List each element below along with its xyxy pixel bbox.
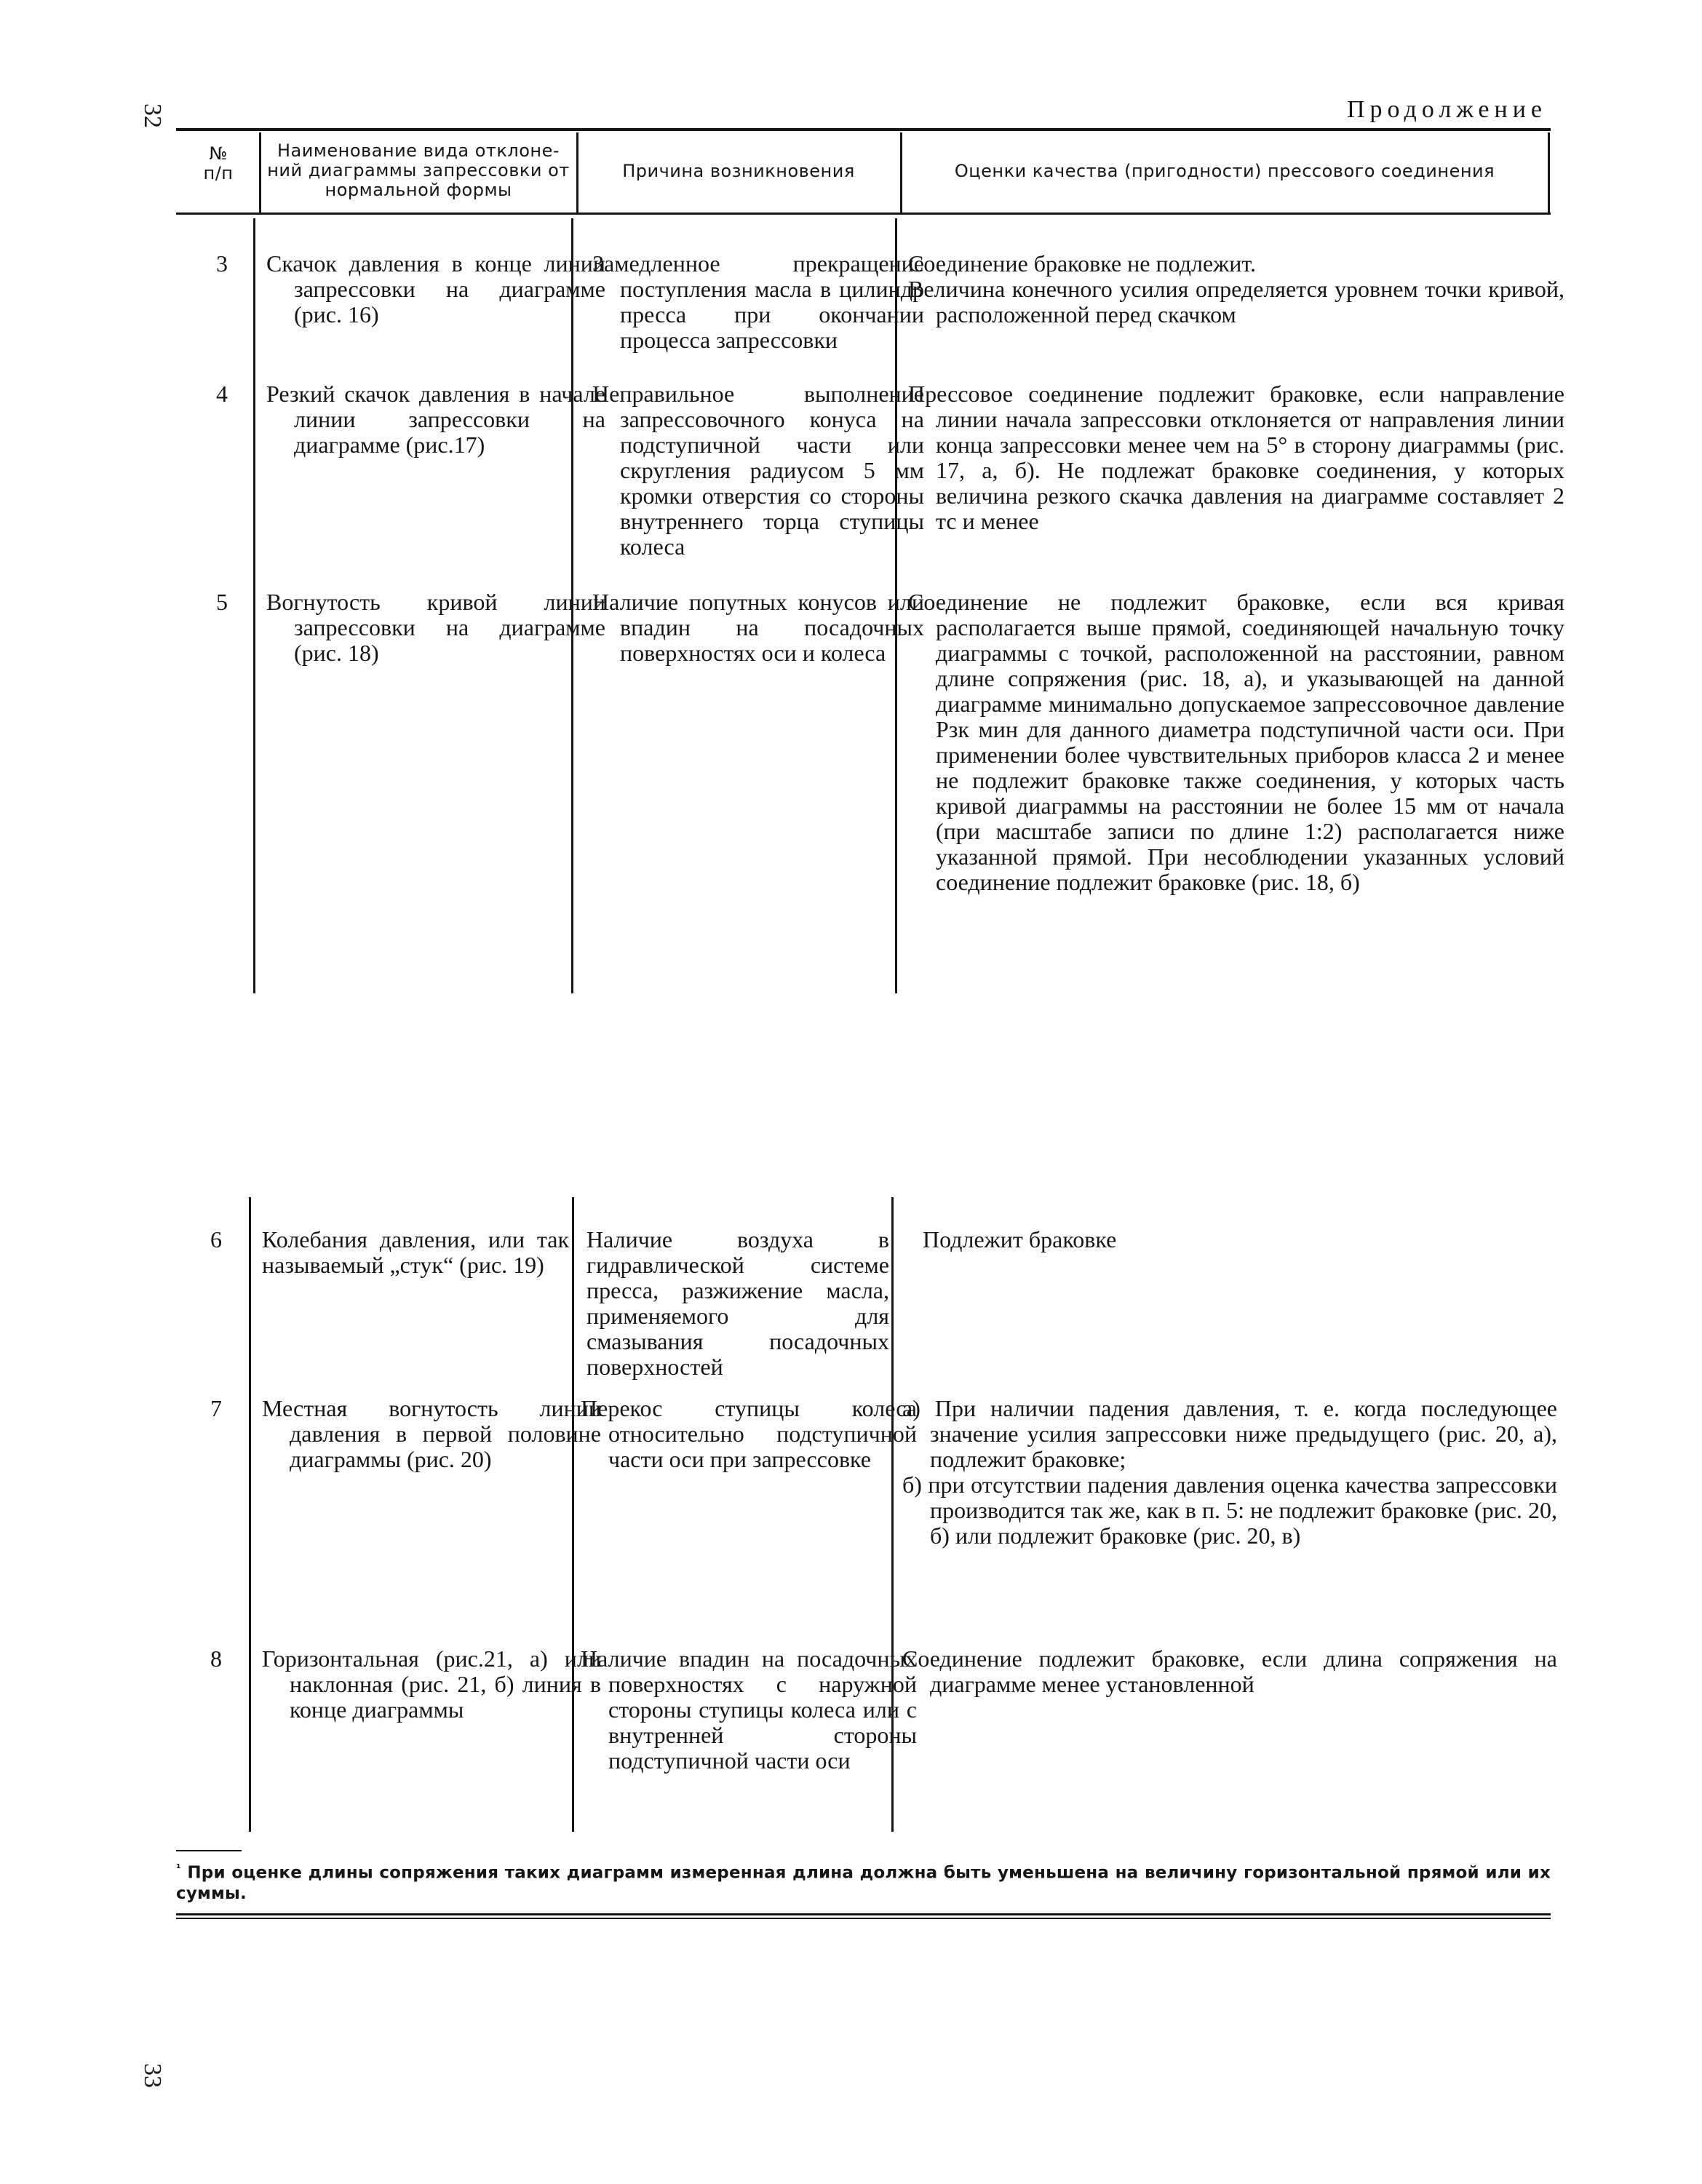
header-rule <box>176 213 1551 215</box>
page-number-bottom: 33 <box>139 2063 166 2088</box>
row-5-cause: Наличие попутных конусов или впадин на посадочных поверхностях оси и колеса <box>592 589 924 666</box>
row-6-cause: Наличие воздуха в гидравлической системе пресса, разжижение масла, применяемого для смазывания посадочных поверхностей <box>586 1226 889 1380</box>
body-divider-2b <box>572 1197 574 1832</box>
row-6-name: Колебания давления, или так называемый „стук“ (рис. 19) <box>262 1226 569 1278</box>
row-6-quality <box>923 1227 1548 1252</box>
row-3-cause: Замедленное прекращение поступления масла в цилиндр пресса при окончании процесса запрессовки <box>592 250 924 353</box>
end-rule-double <box>176 1918 1551 1919</box>
row-3-quality-p1: Соединение браковке не подлежит. <box>908 250 1256 277</box>
row-6-num: 6 <box>210 1226 222 1252</box>
header-divider-1 <box>259 132 261 213</box>
row-3-name: Скачок давления в конце линии запрессовки на диаграмме (рис. 16) <box>266 250 605 327</box>
row-3-quality-p2: Величина конечного усилия определяется уровнем точки кривой, расположенной перед скачком <box>908 276 1564 327</box>
row-5-quality <box>908 589 1564 895</box>
row-8-quality <box>902 1646 1557 1697</box>
row-6-quality-p1: Подлежит браковке <box>923 1226 1117 1252</box>
header-name: Наименование вида отклоне- ний диаграммы запрессовки от нормальной формы <box>267 140 570 200</box>
row-3-num: 3 <box>216 250 228 277</box>
header-cause: Причина возникновения <box>622 161 855 181</box>
header-divider-3 <box>900 132 902 213</box>
body-divider-1b <box>249 1197 251 1832</box>
header-quality: Оценки качества (пригодности) прессового соединения <box>954 161 1495 181</box>
row-7-quality-p1: а) При наличии падения давления, т. е. когда последующее значение усилия запрессовки ниже предыдущего (рис. 20, а), подлежит браковке; <box>902 1395 1557 1472</box>
row-7-name: Местная вогнутость линии давления в первой половине диаграммы (рис. 20) <box>262 1395 601 1472</box>
continuation-label: Продолжение <box>1346 96 1547 123</box>
row-4-cause: Неправильное выполнение запрессовочного конуса на подступичной части или скругления радиусом 5 мм кромки отверстия со стороны внутреннего торца ступицы колеса <box>592 381 924 560</box>
row-7-quality <box>902 1396 1557 1549</box>
row-3-quality <box>908 251 1564 327</box>
row-5-quality-p1: Соединение не подлежит браковке, если вся кривая располагается выше прямой, соединяющей начальную точку диаграммы с точкой, расположенной на расстоянии, равном длине сопряжения (рис. 18, а), и указывающей на данной диаграмме минимально допускаемое запрессовочное давление Pзк мин для данного диаметра подступичной части оси. При применении более чувствительных приборов класса 2 и менее не подлежит браковке также соединения, у которых часть кривой диаграммы на расстоянии не более 15 мм от начала (при масштабе записи по длине 1:2) располагается ниже указанной прямой. При несоблюдении указанных условий соединение подлежит браковке (рис. 18, б) <box>908 589 1564 895</box>
header-divider-4 <box>1548 132 1550 213</box>
row-8-num: 8 <box>210 1645 222 1672</box>
row-8-quality-p1: Соединение подлежит браковке, если длина сопряжения на диаграмме менее установленной <box>902 1645 1557 1697</box>
top-rule <box>176 128 1551 131</box>
row-4-quality <box>908 381 1564 534</box>
body-divider-1a <box>253 218 255 993</box>
row-4-quality-p1: Прессовое соединение подлежит браковке, если направление линии начала запрессовки отклоняется от направления линии конца запрессовки менее чем на 5° в сторону диаграммы (рис. 17, а, б). Не подлежат браковке соединения, у которых величина резкого скачка давления на диаграмме составляет 2 тс и менее <box>908 381 1564 534</box>
row-5-name: Вогнутость кривой линии запрессовки на диаграмме (рис. 18) <box>266 589 605 666</box>
row-8-name: Горизонтальная (рис.21, а) или наклонная (рис. 21, б) линия в конце диаграммы <box>262 1645 601 1723</box>
row-7-quality-p2: б) при отсутствии падения давления оценка качества запрессовки производится так же, как в п. 5: не подлежит браковке (рис. 20, б) или подлежит браковке (рис. 20, в) <box>902 1472 1557 1549</box>
row-5-num: 5 <box>216 589 228 615</box>
footnote <box>176 1858 1551 1904</box>
footnote-mark: ¹ <box>176 1862 181 1875</box>
page-number-top: 32 <box>139 103 166 128</box>
row-4-name: Резкий скачок давления в начале линии запрессовки на диаграмме (рис.17) <box>266 381 605 458</box>
row-7-cause: Перекос ступицы колеса относительно подступичной части оси при запрессовке <box>581 1395 917 1472</box>
end-rule <box>176 1913 1551 1915</box>
row-7-num: 7 <box>210 1395 222 1421</box>
header-divider-2 <box>576 132 578 213</box>
footnote-rule <box>176 1850 242 1851</box>
footnote-text: При оценке длины сопряжения таких диаграмм измеренная длина должна быть уменьшена на величину горизонтальной прямой или их суммы. <box>176 1863 1551 1903</box>
row-4-num: 4 <box>216 381 228 407</box>
header-num: № п/п <box>203 143 234 183</box>
row-8-cause: Наличие впадин на посадочных поверхностях с наружной стороны ступицы колеса или с внутренней стороны подступичной части оси <box>581 1645 917 1774</box>
